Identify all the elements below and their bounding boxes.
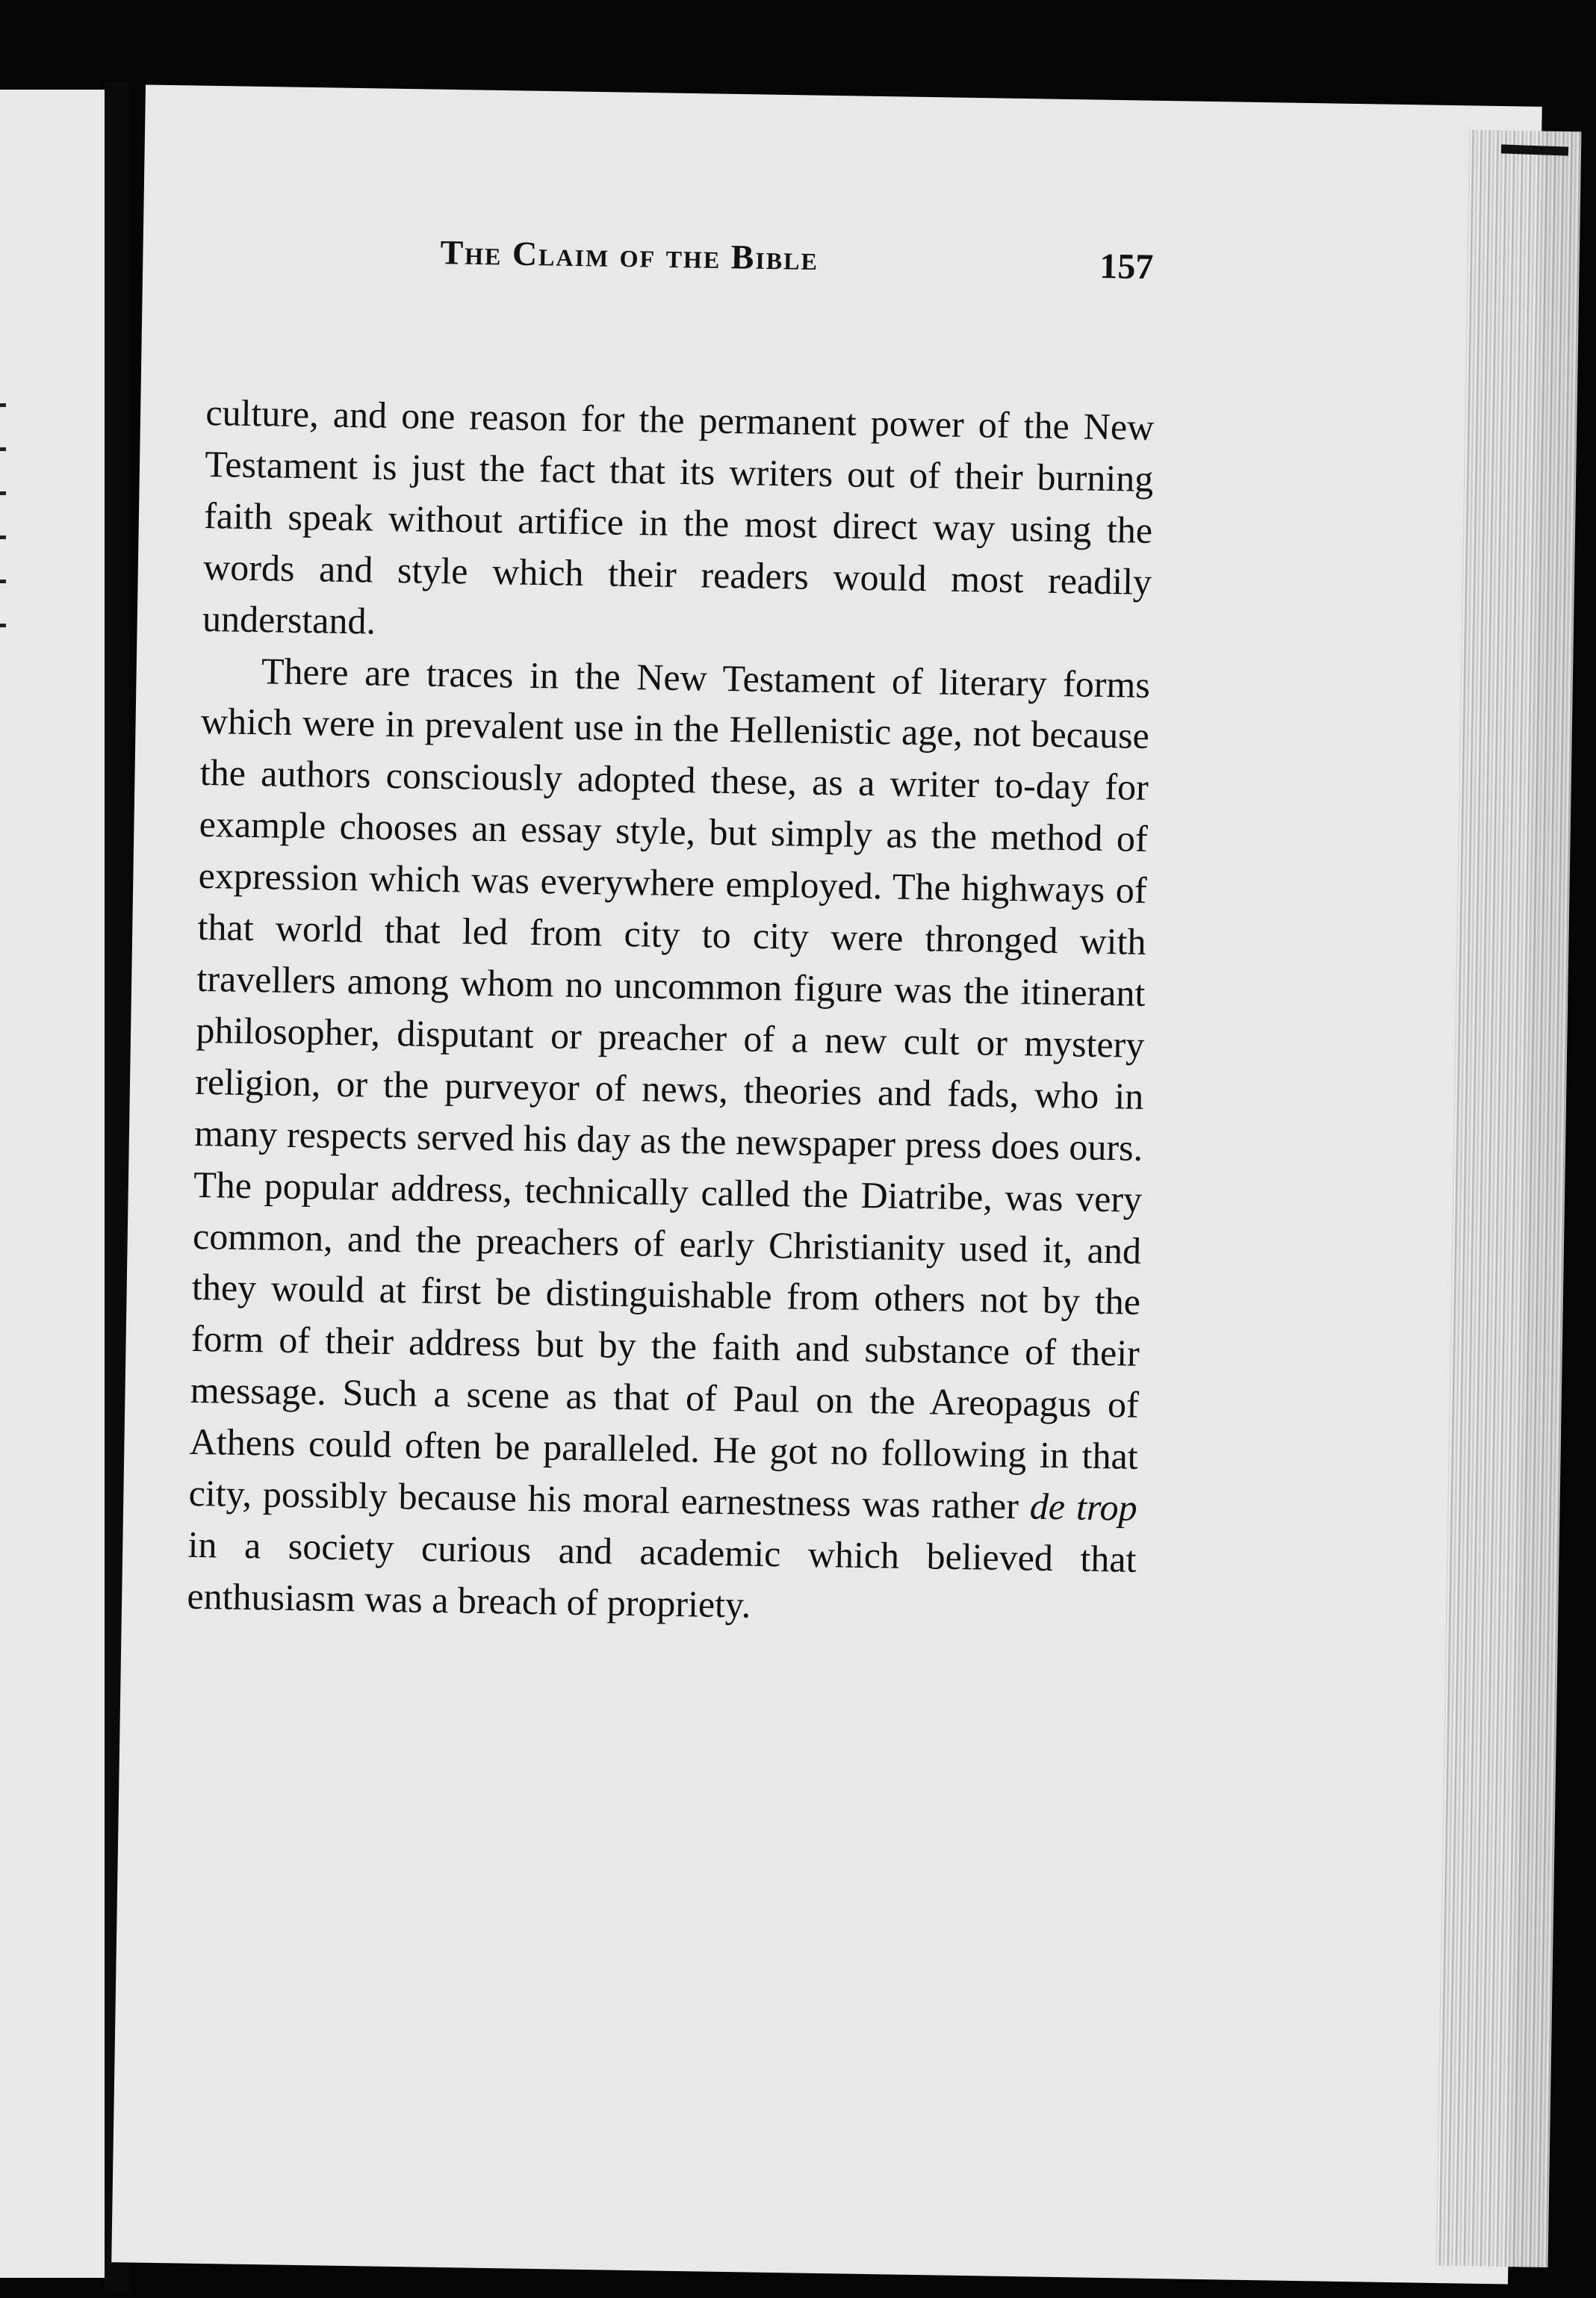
ink-mark — [0, 403, 6, 407]
page-number: 157 — [1099, 246, 1154, 288]
body-text — [187, 387, 1155, 1636]
ink-mark — [0, 624, 6, 627]
ink-mark — [0, 447, 6, 451]
ink-mark — [0, 580, 6, 583]
ink-mark — [0, 535, 6, 539]
ink-mark — [0, 491, 6, 495]
italic-phrase: de trop — [1029, 1485, 1138, 1529]
paragraph — [187, 644, 1150, 1636]
facing-page-marks — [0, 403, 10, 657]
running-title: The Claim of the Bible — [440, 233, 819, 278]
paragraph: culture, and one reason for the permanent power of the New Testament is just the fact that its writers out of their burning faith speak without artifice in the most direct way using the words and style which their readers would most readily understand. — [202, 391, 1155, 642]
facing-page-edge — [0, 90, 105, 2278]
paragraph-text: in a society curious and academic which believed that enthusiasm was a breach of propriety. — [187, 1523, 1137, 1626]
paragraph-text: There are traces in the New Testament of literary forms which were in prevalent use in the Hellenistic age, not because the authors consciously adopted these, as a writer to-day for example chooses an essay style, but simply as the method of expression which was everywhere employed. The highways of that world that led from city to city were thronged with travellers among whom no uncommon figure was the itinerant philosopher, disputant or preacher of a new cult or mystery religion, or the purveyor of news, theories and fads, who in many respects served his day as the newspaper press does ours. The popular address, technically called the Diatribe, was very common, and the preachers of early Christianity used it, and they would at first be distinguishable from others not by the form of their address but by the faith and substance of their message. Such a scene as that of Paul on the Areopagus of Athens could often be paralleled. He got no following in that city, possibly because his moral earnestness was rather — [188, 649, 1151, 1527]
